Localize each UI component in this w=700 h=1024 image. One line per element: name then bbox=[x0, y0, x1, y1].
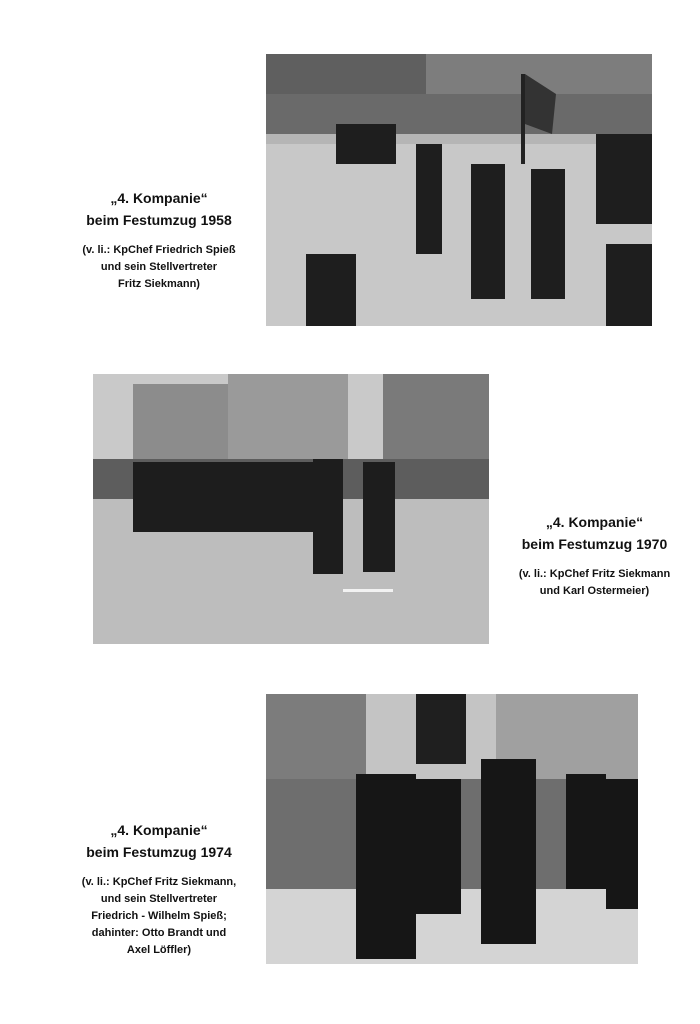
caption-subtitle: beim Festumzug 1970 bbox=[521, 536, 668, 552]
caption-subtitle: beim Festumzug 1958 bbox=[86, 212, 232, 228]
caption-1970 bbox=[489, 512, 700, 600]
caption-note bbox=[52, 242, 266, 293]
photo-festumzug-1958 bbox=[266, 54, 652, 326]
caption-note-line: Friedrich - Wilhelm Spieß; bbox=[91, 910, 227, 922]
caption-note-line: (v. li.: KpChef Friedrich Spieß bbox=[82, 244, 236, 256]
caption-note-line: Fritz Siekmann) bbox=[118, 278, 200, 290]
caption-note-line: dahinter: Otto Brandt und bbox=[91, 927, 227, 939]
caption-note-line: und Karl Ostermeier) bbox=[539, 585, 650, 597]
caption-note-line: und sein Stellvertreter bbox=[100, 893, 218, 905]
photo-festumzug-1970 bbox=[93, 374, 489, 644]
caption-1958 bbox=[52, 188, 266, 293]
caption-1974 bbox=[52, 820, 266, 959]
caption-note-line: (v. li.: KpChef Fritz Siekmann, bbox=[81, 876, 237, 888]
caption-note bbox=[489, 566, 700, 600]
caption-note-line: und sein Stellvertreter bbox=[100, 261, 218, 273]
caption-title: „4. Kompanie“ bbox=[545, 514, 644, 530]
caption-note-line: (v. li.: KpChef Fritz Siekmann bbox=[518, 568, 671, 580]
caption-note-line: Axel Löffler) bbox=[126, 944, 192, 956]
caption-subtitle: beim Festumzug 1974 bbox=[86, 844, 232, 860]
photo-festumzug-1974 bbox=[266, 694, 638, 964]
caption-title: „4. Kompanie“ bbox=[110, 190, 208, 206]
caption-title: „4. Kompanie“ bbox=[110, 822, 208, 838]
caption-note bbox=[52, 874, 266, 959]
